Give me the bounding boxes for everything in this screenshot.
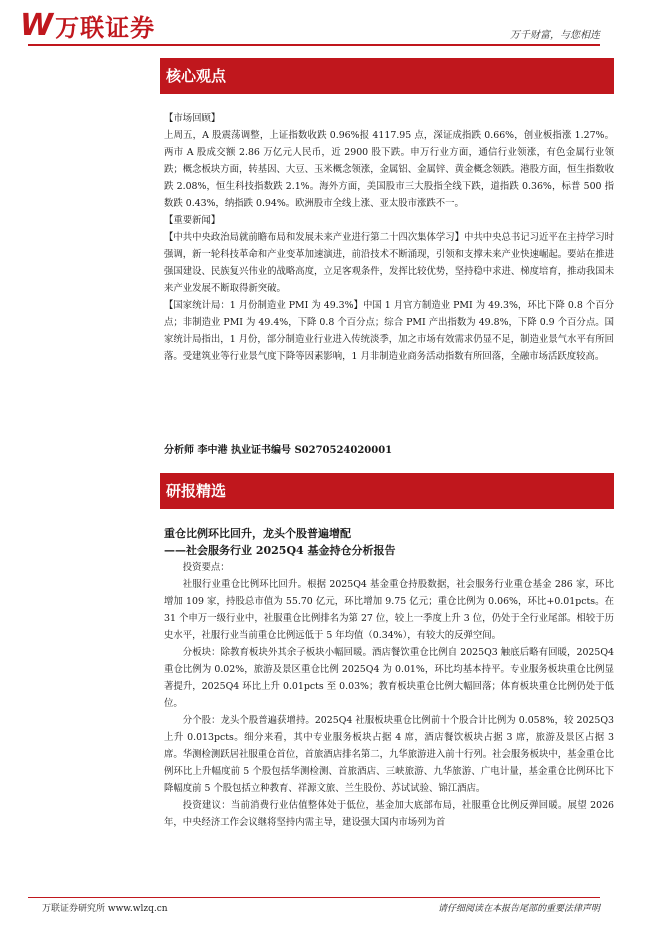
report-title-line1: 重仓比例环比回升，龙头个股普遍增配 [164,527,351,540]
research-content [164,559,614,831]
footer-disclaimer: 请仔细阅读在本报告尾部的重要法律声明 [437,904,600,914]
logo-mark: W [20,7,52,43]
report-title [164,525,396,559]
news-item-2: 【国家统计局：1 月份制造业 PMI 为 49.3%】中国 1 月官方制造业 PMI 为 49.3%，环比下降 0.8 个百分点；非制造业 PMI 为 49.4%，下降 0.8 个百分点；综合 PMI 产出指数为 49.8%，下降 0.9 个百分点。国家统计局指出，1 月份，部分制造业行业进入传统淡季，加之市场有效需求仍显不足，制造业景气水平有所回落。受建筑业等行业景气度下降等因素影响，1 月非制造业商务活动指数有所回落，全融市场活跃度较高。 [164,300,614,362]
footer-divider [28,897,600,898]
section-banner-research: 研报精选 [160,473,614,509]
analyst-info: 分析师 李中港 执业证书编号 S0270524020001 [164,445,393,456]
points-label: 投资要点： [182,562,230,573]
footer-website: 万联证券研究所 www.wlzq.cn [42,904,168,914]
research-paragraph-2: 分板块：除教育板块外其余子板块小幅回暖。酒店餐饮重仓比例自 2025Q3 触底后略有回暖，2025Q4 重仓比例为 0.02%，旅游及景区重仓比例 2025Q4 为 0.01%，环比均基本持平。专业服务板块重仓比例显著提升，2025Q4 环比上升 0.01pcts 至 0.03%；教育板块重仓比例大幅回落；体育板块重仓比例仍处于低位。 [164,647,614,709]
market-review-label: 【市场回顾】 [164,113,221,124]
report-title-line2: ——社会服务行业 2025Q4 基金持仓分析报告 [164,544,396,557]
research-paragraph-1: 社服行业重仓比例环比回升。根据 2025Q4 基金重仓持股数据，社会服务行业重仓基金 286 家，环比增加 109 家，持股总市值为 55.70 亿元，环比增加 9.75 亿元；重仓比例为 0.06%，环比+0.01pcts。在 31 个申万一级行业中，社服重仓比例排名为第 27 位，较上一季度上升 3 位，仍处于全行业尾部。相较于历史水平，社服行业当前重仓比例远低于 5 年均值（0.34%），有较大的反弹空间。 [164,579,614,641]
logo-text: 万联证券 [55,13,156,42]
header-slogan: 万千财富，与您相连 [510,30,600,41]
company-logo [20,8,155,42]
header-divider [28,44,600,46]
core-view-content [164,110,614,365]
market-review-text: 上周五，A 股震荡调整，上证指数收跌 0.96%报 4117.95 点，深证成指跌 0.66%，创业板指涨 1.27%。两市 A 股成交额 2.86 万亿元人民币，近 2900 股下跌。申万行业方面，通信行业领涨，有色金属行业领跌；概念板块方面，转基因、大豆、玉米概念领涨，金属铝、金属锌、黄金概念领跌。港股方面，恒生指数收跌 2.08%，恒生科技指数跌 2.1%。海外方面，美国股市三大股指全线下跌，道指跌 0.36%，标普 500 指数跌 0.43%，纳指跌 0.94%。欧洲股市全线上涨、亚太股市涨跌不一。 [164,130,615,209]
news-item-1: 【中共中央政治局就前瞻布局和发展未来产业进行第二十四次集体学习】中共中央总书记习近平在主持学习时强调，新一轮科技革命和产业变革加速演进，前沿技术不断涌现，引领和支撑未来产业快速崛起。要站在推进强国建设、民族复兴伟业的战略高度，立足客观条件，发挥比较优势，坚持稳中求进、梯度培育，推动我国未来产业发展不断取得新突破。 [164,232,615,294]
section-banner-core-view: 核心观点 [160,58,614,94]
research-paragraph-4: 投资建议：当前消费行业估值整体处于低位，基金加大底部布局，社服重仓比例反弹回暖。展望 2026 年，中央经济工作会议继将坚持内需主导，建设强大国内市场列为首 [164,800,614,828]
research-paragraph-3: 分个股：龙头个股普遍获增持。2025Q4 社服板块重仓比例前十个股合计比例为 0.058%，较 2025Q3 上升 0.013pcts。细分来看，其中专业服务板块占据 4 席，酒店餐饮板块占据 3 席，旅游及景区占据 3 席。华测检测跃居社服重仓首位，首旅酒店排名第二，九华旅游进入前十行列。社会服务板块中，基金重仓比例环比上升幅度前 5 个股包括华测检测、首旅酒店、三峡旅游、九华旅游、广电计量，基金重仓比例环比下降幅度前 5 个股包括立种教育、祥源文旅、兰生股份、苏试试验、锦江酒店。 [164,715,615,794]
news-label: 【重要新闻】 [164,215,221,226]
